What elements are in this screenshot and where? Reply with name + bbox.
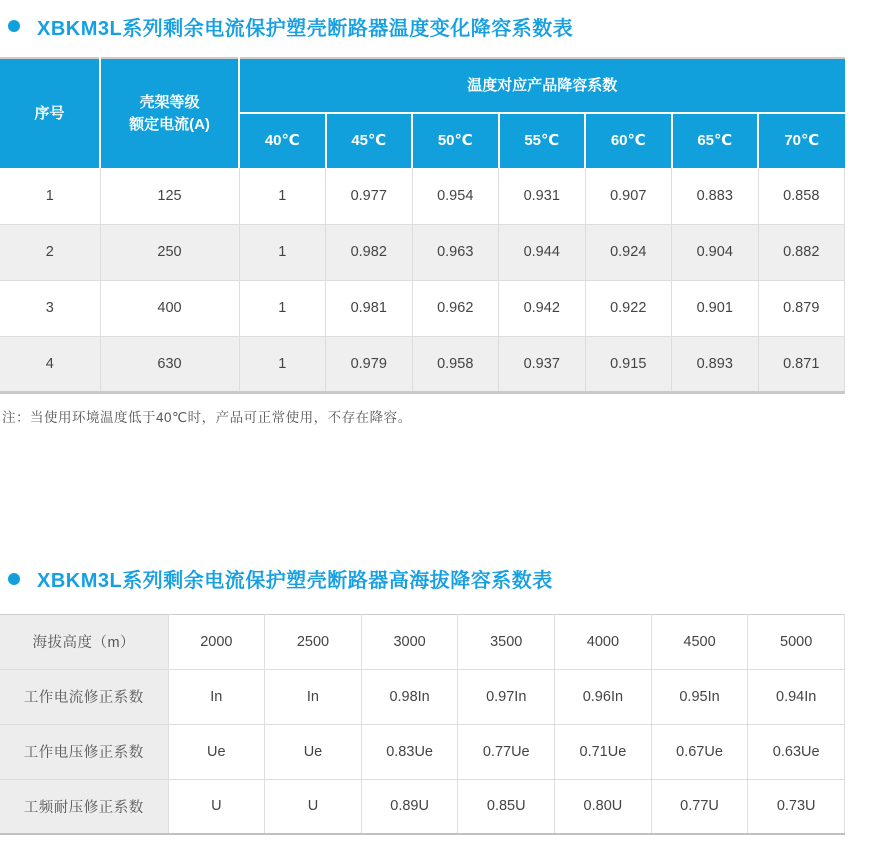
cell-correction: 0.95In: [651, 669, 748, 724]
cell-coef: 1: [239, 280, 326, 336]
cell-altitude: 3500: [458, 614, 555, 669]
cell-correction: 0.98In: [361, 669, 458, 724]
cell-correction: 0.63Ue: [748, 724, 845, 779]
cell-coef: 0.907: [585, 168, 672, 224]
cell-coef: 0.954: [412, 168, 499, 224]
cell-current: 250: [100, 224, 239, 280]
table-row: [0, 168, 845, 224]
cell-altitude: 4000: [555, 614, 652, 669]
altitude-derating-table: [0, 614, 845, 836]
section1-title: XBKM3L系列剩余电流保护塑壳断路器温度变化降容系数表: [37, 17, 574, 40]
cell-correction: 0.83Ue: [361, 724, 458, 779]
header-temp-50: 50℃: [412, 113, 499, 168]
cell-correction: In: [265, 669, 362, 724]
cell-correction: 0.97In: [458, 669, 555, 724]
table-row: [0, 779, 845, 834]
cell-correction: In: [168, 669, 265, 724]
bullet-icon: [8, 573, 20, 585]
cell-coef: 0.871: [758, 336, 845, 392]
header-frame-line2: 额定电流(A): [129, 115, 210, 133]
cell-serial: 1: [45, 187, 54, 204]
cell-altitude: 5000: [748, 614, 845, 669]
table-row: [0, 614, 845, 669]
cell-correction: 0.77U: [651, 779, 748, 834]
cell-altitude: 3000: [361, 614, 458, 669]
cell-coef: 0.904: [672, 224, 759, 280]
bullet-icon: [8, 20, 20, 32]
cell-coef: 0.858: [758, 168, 845, 224]
section2-heading: [0, 565, 882, 593]
cell-current: 125: [100, 168, 239, 224]
header-temp-45: 45℃: [326, 113, 413, 168]
datasheet-page: [0, 12, 882, 849]
row-label-current-correction: 工作电流修正系数: [0, 669, 168, 724]
header-temp-group: 温度对应产品降容系数: [239, 58, 845, 113]
header-temp-65: 65℃: [672, 113, 759, 168]
row-label-voltage-correction: 工作电压修正系数: [0, 724, 168, 779]
cell-serial: 4: [0, 336, 100, 392]
cell-coef: 0.931: [499, 168, 586, 224]
cell-correction: 0.94In: [748, 669, 845, 724]
table-row: [0, 280, 845, 336]
cell-coef: 0.962: [412, 280, 499, 336]
cell-altitude: 4500: [651, 614, 748, 669]
cell-coef: 0.901: [672, 280, 759, 336]
cell-coef: 0.977: [326, 168, 413, 224]
cell-coef: 0.944: [499, 224, 586, 280]
cell-coef: 0.937: [499, 336, 586, 392]
cell-serial: 2: [0, 224, 100, 280]
header-serial: 序号: [0, 58, 100, 168]
section1-heading: [0, 12, 882, 40]
cell-coef: 0.942: [499, 280, 586, 336]
cell-correction: U: [168, 779, 265, 834]
cell-correction: 0.77Ue: [458, 724, 555, 779]
temperature-table-header: [0, 58, 845, 168]
cell-current: 630: [100, 336, 239, 392]
cell-correction: Ue: [265, 724, 362, 779]
cell-correction: 0.67Ue: [651, 724, 748, 779]
cell-coef: 0.915: [585, 336, 672, 392]
row-label-altitude: 海拔高度（m）: [0, 614, 168, 669]
cell-coef: 0.882: [758, 224, 845, 280]
temperature-derating-table: [0, 57, 845, 394]
cell-altitude: 2500: [265, 614, 362, 669]
header-temp-70: 70℃: [758, 113, 845, 168]
cell-coef: 1: [239, 336, 326, 392]
header-temp-60: 60℃: [585, 113, 672, 168]
cell-coef: 0.963: [412, 224, 499, 280]
cell-correction: 0.80U: [555, 779, 652, 834]
table-row: [0, 224, 845, 280]
table1-note: 注：当使用环境温度低于40℃时，产品可正常使用，不存在降容。: [2, 409, 412, 425]
cell-correction: 0.96In: [555, 669, 652, 724]
cell-correction: 0.85U: [458, 779, 555, 834]
header-frame-rated-current: [100, 58, 239, 168]
cell-correction: 0.73U: [748, 779, 845, 834]
header-temp-40: 40℃: [239, 113, 326, 168]
cell-coef: 0.958: [412, 336, 499, 392]
table-row: [0, 669, 845, 724]
cell-coef: 0.982: [326, 224, 413, 280]
cell-coef: 1: [239, 168, 326, 224]
section2-title: XBKM3L系列剩余电流保护塑壳断路器高海拔降容系数表: [37, 570, 553, 592]
table-row: [0, 724, 845, 779]
cell-coef: 0.981: [326, 280, 413, 336]
cell-correction: U: [265, 779, 362, 834]
cell-coef: 0.879: [758, 280, 845, 336]
header-temp-55: 55℃: [499, 113, 586, 168]
row-label-withstand-voltage-correction: 工频耐压修正系数: [0, 779, 168, 834]
cell-coef: 0.924: [585, 224, 672, 280]
cell-coef: 0.893: [672, 336, 759, 392]
cell-coef: 0.922: [585, 280, 672, 336]
cell-correction: 0.71Ue: [555, 724, 652, 779]
header-frame-line1: 壳架等级: [139, 93, 200, 111]
cell-coef: 0.883: [672, 168, 759, 224]
cell-current: 400: [100, 280, 239, 336]
cell-correction: 0.89U: [361, 779, 458, 834]
cell-correction: Ue: [168, 724, 265, 779]
cell-altitude: 2000: [168, 614, 265, 669]
table-row: [0, 336, 845, 392]
cell-coef: 0.979: [326, 336, 413, 392]
cell-serial: 3: [0, 280, 100, 336]
cell-coef: 1: [239, 224, 326, 280]
